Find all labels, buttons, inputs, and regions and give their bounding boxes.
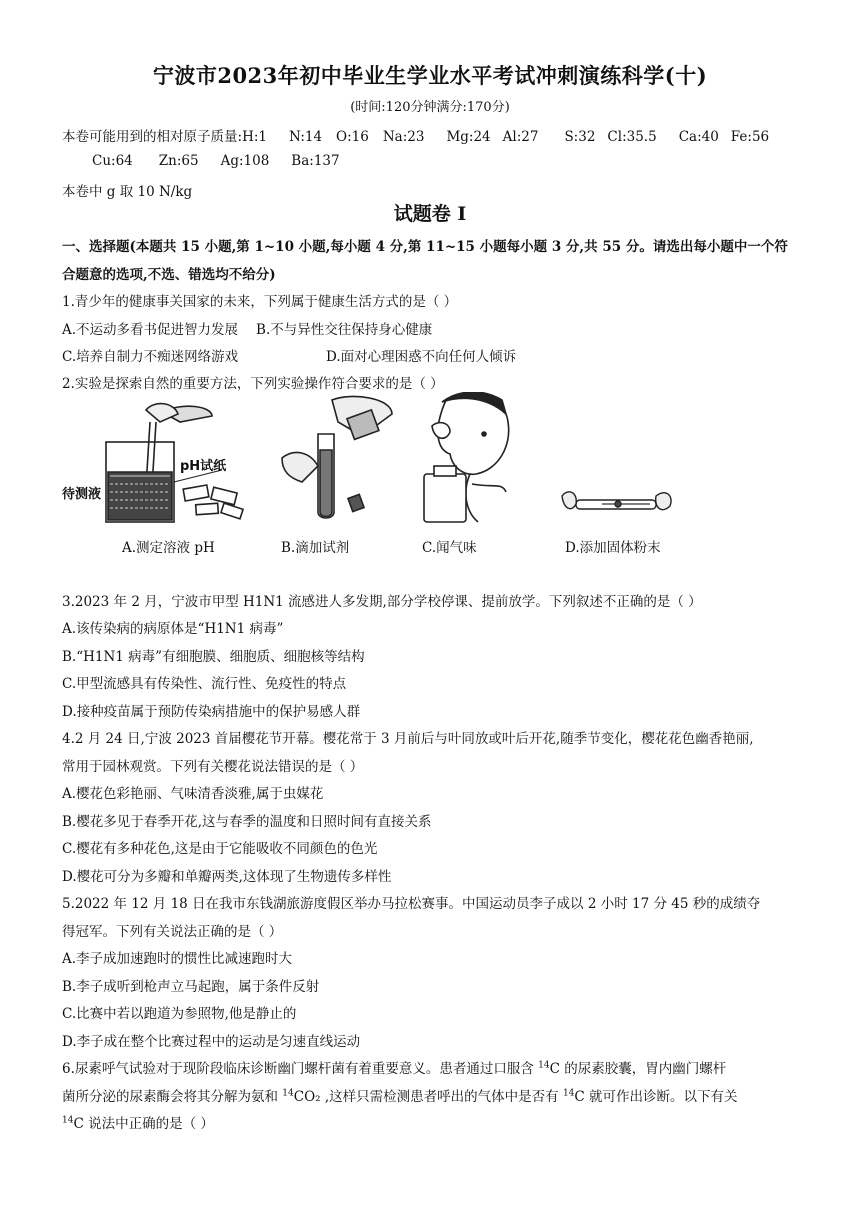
atomic-mass-item: N:14: [288, 129, 323, 145]
test-liquid-label: 待测液: [62, 487, 102, 502]
add-powder-illustration: [562, 492, 671, 510]
question-6-stem: [62, 1057, 726, 1077]
isotope-mass-number: 14: [62, 1115, 74, 1126]
question-3-option-a: A.该传染病的病原体是“H1N1 病毒”: [62, 621, 284, 637]
section-instruction-cont: 合题意的选项,不选、错选均不给分): [62, 267, 276, 283]
question-5-option-d: D.李子成在整个比赛过程中的运动是匀速直线运动: [62, 1034, 361, 1050]
atomic-mass-item: Al:27: [502, 129, 539, 145]
option-b: B.不与异性交往保持身心健康: [256, 322, 433, 338]
question-3-stem: 3.2023 年 2 月，宁波市甲型 H1N1 流感进人多发期,部分学校停课、提前放学。下列叙述不正确的是（ ）: [62, 594, 702, 610]
atomic-mass-item: Mg:24: [446, 129, 491, 145]
figure-caption-a: A.测定溶液 pH: [122, 540, 215, 556]
question-4-option-a: A.樱花色彩艳丽、气味清香淡雅,属于虫媒花: [62, 786, 324, 802]
atomic-mass-item: Ca:40: [678, 129, 719, 145]
q6-text: 6.尿素呼气试验对于现阶段临床诊断幽门螺杆菌有着重要意义。患者通过口服含: [62, 1061, 539, 1077]
question-3-option-c: C.甲型流感具有传染性、流行性、免疫性的特点: [62, 676, 347, 692]
question-1-option-c: C.培养自制力不痴迷网络游戏: [62, 349, 239, 365]
q6-text: C 说法中正确的是（ ）: [73, 1116, 214, 1132]
question-2-stem: 2.实验是探索自然的重要方法，下列实验操作符合要求的是（ ）: [62, 376, 444, 392]
dropper-illustration: [282, 396, 392, 518]
smell-gas-illustration: [424, 392, 509, 522]
isotope-mass-number: 14: [282, 1088, 294, 1099]
atomic-mass-item: Ag:108: [220, 153, 270, 169]
q6-text: 菌所分泌的尿素酶会将其分解为氨和: [62, 1089, 283, 1105]
q6-text: C 的尿素胶囊，胃内幽门螺杆: [549, 1061, 727, 1077]
option-a: A.不运动多看书促进智力发展: [62, 322, 239, 338]
atomic-mass-prefix: 本卷可能用到的相对原子质量:: [62, 129, 243, 145]
figure-caption-c: C.闻气味: [422, 540, 477, 556]
atomic-mass-item: S:32: [564, 129, 596, 145]
question-4-stem-cont: 常用于园林观赏。下列有关樱花说法错误的是（ ）: [62, 759, 364, 775]
gravity-note: 本卷中 g 取 10 N/kg: [62, 184, 193, 200]
atomic-mass-item: Cu:64: [92, 153, 133, 169]
atomic-mass-item: Fe:56: [730, 129, 770, 145]
exam-title: 宁波市2023年初中毕业生学业水平考试冲刺演练科学(十): [152, 63, 708, 88]
question-3-option-b: B.“H1N1 病毒”有细胞膜、细胞质、细胞核等结构: [62, 649, 365, 665]
atomic-mass-item: Na:23: [382, 129, 425, 145]
question-6-stem-end: [62, 1112, 214, 1132]
q6-text: CO₂ ,这样只需检测患者呼出的气体中是否有: [293, 1089, 563, 1105]
atomic-mass-line-2: [92, 153, 340, 169]
question-5-option-a: A.李子成加速跑时的惯性比减速跑时大: [62, 951, 293, 967]
atomic-mass-item: Zn:65: [158, 153, 199, 169]
ph-paper-label: pH试纸: [180, 459, 227, 474]
question-1-option-d: D.面对心理困惑不向任何人倾诉: [326, 349, 517, 365]
question-3-option-d: D.接种疫苗属于预防传染病措施中的保护易感人群: [62, 704, 361, 720]
q6-text: C 就可作出诊断。以下有关: [574, 1089, 738, 1105]
question-4-option-b: B.樱花多见于春季开花,这与春季的温度和日照时间有直接关系: [62, 814, 432, 830]
question-4-option-c: C.樱花有多种花色,这是由于它能吸收不同颜色的色光: [62, 841, 378, 857]
question-4-stem: 4.2 月 24 日,宁波 2023 首届樱花节开幕。樱花常于 3 月前后与叶同放或叶后开花,随季节变化，樱花花色幽香艳丽,: [62, 731, 754, 747]
atomic-mass-item: Ba:137: [291, 153, 340, 169]
section-instruction: 一、选择题(本题共 15 小题,第 1~10 小题,每小题 4 分,第 11~15 小题每小题 3 分,共 55 分。请选出每小题中一个符: [62, 239, 788, 255]
section-title: 试题卷 I: [393, 203, 467, 225]
lab-operations-figure: [62, 392, 682, 526]
question-1-stem: 1.青少年的健康事关国家的未来，下列属于健康生活方式的是（ ）: [62, 294, 458, 310]
question-6-stem-cont: [62, 1085, 738, 1105]
question-1-options-ab: [62, 318, 432, 338]
atomic-mass-line-1: [62, 125, 769, 145]
exam-subtitle: (时间:120分钟满分:170分): [350, 100, 510, 115]
isotope-mass-number: 14: [538, 1060, 550, 1071]
atomic-mass-item: H:1: [242, 129, 267, 145]
figure-caption-b: B.滴加试剂: [281, 540, 350, 556]
atomic-mass-item: O:16: [336, 129, 369, 145]
question-5-stem-cont: 得冠军。下列有关说法正确的是（ ）: [62, 924, 283, 940]
figure-caption-d: D.添加固体粉末: [565, 540, 661, 556]
question-4-option-d: D.樱花可分为多瓣和单瓣两类,这体现了生物遗传多样性: [62, 869, 392, 885]
isotope-mass-number: 14: [562, 1088, 575, 1099]
question-5-option-c: C.比赛中若以跑道为参照物,他是静止的: [62, 1006, 297, 1022]
atomic-mass-item: Cl:35.5: [607, 129, 657, 145]
question-5-option-b: B.李子成听到枪声立马起跑，属于条件反射: [62, 979, 320, 995]
question-5-stem: 5.2022 年 12 月 18 日在我市东钱湖旅游度假区举办马拉松赛事。中国运动员李子成以 2 小时 17 分 45 秒的成绩夺: [62, 896, 761, 912]
